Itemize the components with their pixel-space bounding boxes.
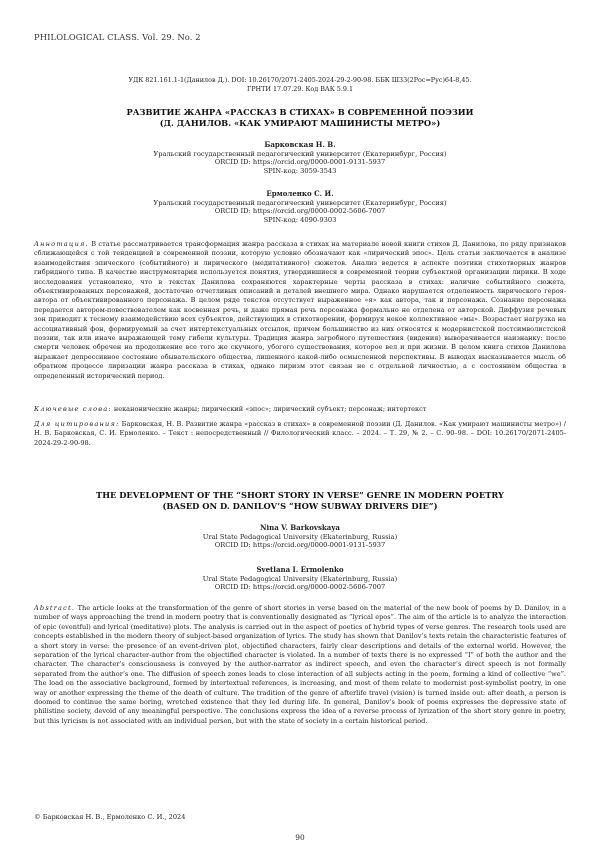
author-orcid: ORCID ID: https://orcid.org/0000-0001-9131-5937 [214,541,386,550]
author-orcid: ORCID ID: https://orcid.org/0000-0001-9131-5937 [214,158,386,167]
author-orcid: ORCID ID: https://orcid.org/0000-0002-5606-7007 [214,583,386,592]
copyright-notice: © Барковская Н. В., Ермоленко С. И., 2024 [34,813,186,821]
article-metadata [40,76,560,94]
udc-doi-line: УДК 821.161.1-1(Данилов Д.). DOI: 10.26170/2071-2405-2024-29-2-90-98. ББК Ш33(2Рос=Рус)64-8,45. [128,76,472,84]
ru-author-2 [40,190,560,225]
en-abstract-label: Abstract. [34,604,76,612]
en-abstract [34,604,566,726]
en-title-line-2: (BASED ON D. DANILOV’S “HOW SUBWAY DRIVERS DIE”) [162,501,438,511]
ru-keywords-label: Ключевые слова: [34,405,112,413]
ru-title-line-1: РАЗВИТИЕ ЖАНРА «РАССКАЗ В СТИХАХ» В СОВРЕМЕННОЙ ПОЭЗИИ [126,107,474,117]
en-abstract-text: The article looks at the transformation of the genre of short stories in verse based on the material of the new book of poems by D. Danilov, in a number of ways approaching the trend in modern poetry that is conventionally designated as “lyrical epos”. The aim of the article is to analyze the interaction of epic (eventful) and lyrical (meditative) plots. The analysis is carried out in the aspect of poetics of hybrid types of verse genres. The research tools used are concepts established in the modern theory of subject-based organization of lyrics. The study has shown that Danilov’s texts retain the characteristic features of a short story in verse: the presence of an event-driven plot, objectified characters, fairly clear descriptions and details of the external world. However, the separation of the lyrical character-author from the objectified character is violated. In a number of texts there is no expressed “I” of both the author and the character. The character’s consciousness is conveyed by the author-narrator as indirect speech, and even the character’s direct speech is not formally separated from the author’s one. The diffusion of speech zones leads to close interaction of all subjects acting in the poem, forming a kind of collective “we”. The load on the associative background, formed by intertextual references, is increasing, and most of them relate to modernist post-symbolist poetry, in one way or another expressing the theme of the death of culture. The tradition of the genre of afterlife travel (vision) is turned inside out: after death, a person is doomed to continue the same boring, wretched existence that they led during life. In general, Danilov’s book of poems expresses the depressive state of philistine society, devoid of any meaningful perspective. The conclusions express the idea of a reverse process of lyrization of the short story genre in poetry, but this lyricism is not associated with an individual person, but with the state of society in a certain historical period. [34,604,566,725]
ru-citation [34,420,566,448]
ru-abstract-text: В статье рассматривается трансформация жанра рассказа в стихах на материале новой книги стихов Д. Данилова, по ряду признаков сближающейся с той тенденцией в современной поэзии, которую условно обозначают как «лирический эпос». Цель статьи заключается в анализе взаимодействия эпического (событийного) и лирического (медитативного) сюжетов. Анализ ведется в аспекте поэтики стихотворных жанров гибридного типа. В качестве инструментария используется понятия, утвердившиеся в современной теории субъектной организации лирики. В ходе исследования установлено, что в текстах Данилова сохраняются характерные черты рассказа в стихах: наличие событийного сюжета, объективированных персонажей, достаточно отчетливых описаний и деталей внешнего мира. Однако нарушается отделенность лирического героя-автора от объективированного персонажа. В целом ряде текстов отсутствует выраженное «я» как автора, так и персонажа. Сознание персонажа передается автором-повествователем как косвенная речь, и даже прямая речь персонажа формально не отделена от авторской. Диффузия речевых зон приводит к тесному взаимодействию всех субъектов, действующих в стихотворении, формируя некое коллективное «мы». Возрастает нагрузка на ассоциативный фон, формируемый за счет интертекстуальных отсылок, причем большинство из них относятся к модернистской постсимволистской поэзии, так или иначе выражающей тему гибели культуры. Традиция жанра загробного путешествия (видения) выворачивается наизнанку: после смерти человек обречен на продолжение все того же скучного, убогого существования, которое вел и при жизни. В целом книга стихов Данилова выражает депрессивное состояние обывательского общества, лишенного какой-либо осмысленной перспективы. В выводах высказывается мысль об обратном процессе лиризации жанра рассказа в стихах, однако лиризм этот связан не с отдельной личностью, а с состоянием общества в определенный исторический период. [34,240,566,380]
ru-abstract-label: Аннотация. [34,240,89,248]
ru-citation-label: Для цитирования: [34,420,120,428]
author-name: Svetlana I. Ermolenko [256,565,344,574]
en-article-title [60,490,540,512]
author-affiliation: Ural State Pedagogical University (Ekaterinburg, Russia) [202,532,398,541]
author-spin: SPIN-код: 4090-9303 [263,216,337,225]
en-title-line-1: THE DEVELOPMENT OF THE “SHORT STORY IN VERSE” GENRE IN MODERN POETRY [96,490,504,500]
grnti-line: ГРНТИ 17.07.29. Код ВАК 5.9.1 [246,85,354,94]
ru-author-1 [40,141,560,176]
en-author-1 [40,524,560,550]
en-author-2 [40,566,560,592]
author-affiliation: Уральский государственный педагогический университет (Екатеринбург, Россия) [153,149,447,158]
author-orcid: ORCID ID: https://orcid.org/0000-0002-5606-7007 [214,207,386,216]
ru-keywords [34,405,566,414]
author-name: Ермоленко С. И. [266,189,334,198]
ru-title-line-2: (Д. ДАНИЛОВ. «КАК УМИРАЮТ МАШИНИСТЫ МЕТРО») [159,118,441,128]
running-head: PHILOLOGICAL CLASS. Vol. 29. No. 2 [34,32,201,42]
ru-article-title [60,107,540,129]
author-name: Барковская Н. В. [264,140,336,149]
page-number: 90 [295,833,305,842]
author-name: Nina V. Barkovskaya [260,523,340,532]
ru-citation-text: Барковская, Н. В. Развитие жанра «рассказ в стихах» в современной поэзии (Д. Данилов. «Как умирают машинисты метро») / Н. В. Барковская, С. И. Ермоленко. – Текст : непосредственный // Филологический класс. – 2024. – Т. 29, № 2. – С. 90–98. – DOI: 10.26170/2071-2405-2024-29-2-90-98. [34,420,566,447]
author-affiliation: Ural State Pedagogical University (Ekaterinburg, Russia) [202,574,398,583]
ru-keywords-text: неканонические жанры; лирический «эпос»; лирический субъект; персонаж; интертекст [113,405,427,413]
author-spin: SPIN-код: 3059-3543 [263,167,337,176]
ru-abstract [34,240,566,381]
author-affiliation: Уральский государственный педагогический университет (Екатеринбург, Россия) [153,198,447,207]
